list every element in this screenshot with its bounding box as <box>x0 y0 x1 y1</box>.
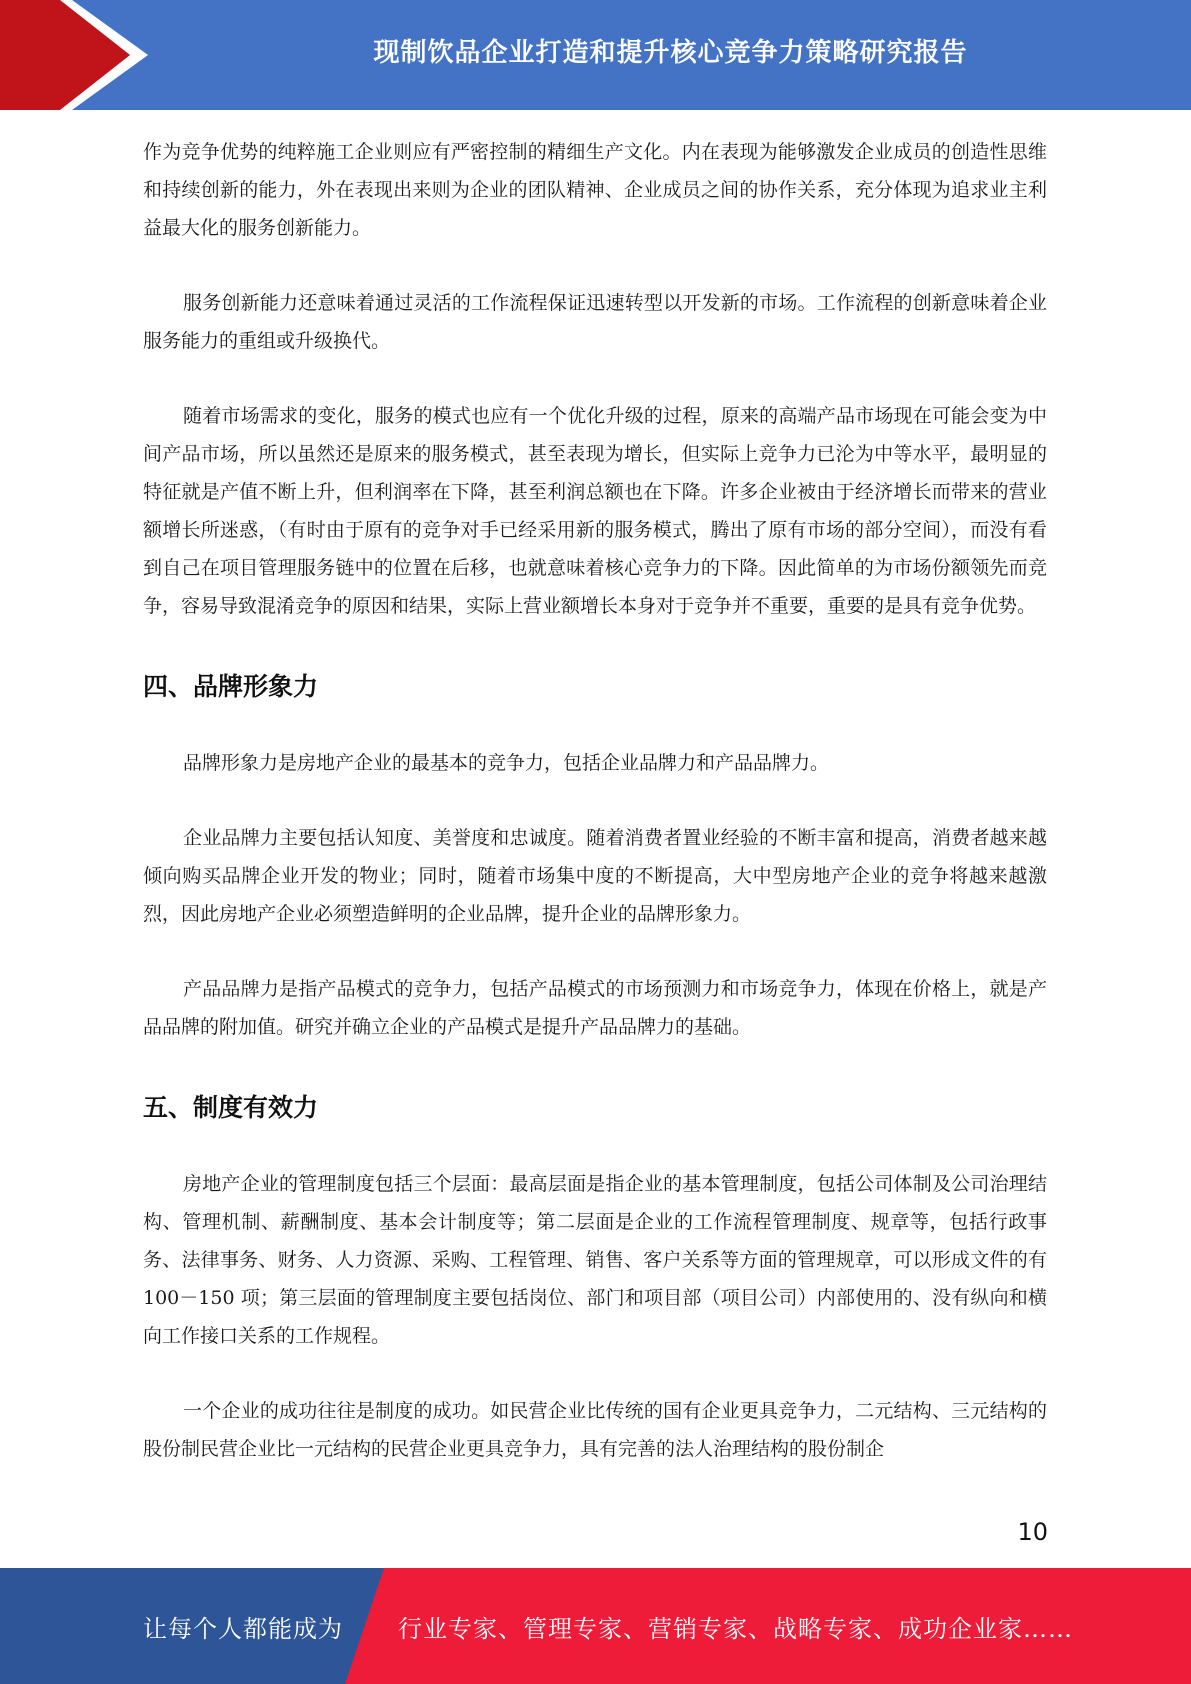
header-title: 现制饮品企业打造和提升核心竞争力策略研究报告 <box>373 37 968 68</box>
page-footer <box>0 1568 1191 1684</box>
section-heading-brand: 四、品牌形象力 <box>143 672 319 701</box>
paragraph: 一个企业的成功往往是制度的成功。如民营企业比传统的国有企业更具竞争力，二元结构、三元结构的股份制民营企业比一元结构的民营企业更具竞争力，具有完善的法人治理结构的股份制企 <box>143 1400 1047 1460</box>
page-number: 10 <box>1017 1518 1048 1546</box>
paragraph: 产品品牌力是指产品模式的竞争力，包括产品模式的市场预测力和市场竞争力，体现在价格上，就是产品品牌的附加值。研究并确立企业的产品模式是提升产品品牌力的基础。 <box>143 978 1047 1038</box>
footer-slogan-right: 行业专家、管理专家、营销专家、战略专家、成功企业家…… <box>398 1614 1073 1643</box>
document-body <box>143 133 1047 1505</box>
section-heading-system: 五、制度有效力 <box>143 1093 319 1122</box>
footer-slogan-left: 让每个人都能成为 <box>143 1614 343 1643</box>
paragraph: 品牌形象力是房地产企业的最基本的竞争力，包括企业品牌力和产品品牌力。 <box>183 752 830 774</box>
paragraph: 房地产企业的管理制度包括三个层面：最高层面是指企业的基本管理制度，包括公司体制及公司治理结构、管理机制、薪酬制度、基本会计制度等；第二层面是企业的工作流程管理制度、规章等，包括行政事务、法律事务、财务、人力资源、采购、工程管理、销售、客户关系等方面的管理规章，可以形成文件的有 100－150 项；第三层面的管理制度主要包括岗位、部门和项目部（项目公司）内部使用的、没有纵向和横向工作接口关系的工作规程。 <box>143 1173 1047 1347</box>
page-header <box>0 0 1191 110</box>
paragraph: 作为竞争优势的纯粹施工企业则应有严密控制的精细生产文化。内在表现为能够激发企业成员的创造性思维和持续创新的能力，外在表现出来则为企业的团队精神、企业成员之间的协作关系，充分体现为追求业主利益最大化的服务创新能力。 <box>143 141 1047 239</box>
paragraph: 随着市场需求的变化，服务的模式也应有一个优化升级的过程，原来的高端产品市场现在可能会变为中间产品市场，所以虽然还是原来的服务模式，甚至表现为增长，但实际上竞争力已沦为中等水平，最明显的特征就是产值不断上升，但利润率在下降，甚至利润总额也在下降。许多企业被由于经济增长而带来的营业额增长所迷惑，（有时由于原有的竞争对手已经采用新的服务模式，腾出了原有市场的部分空间），而没有看到自己在项目管理服务链中的位置在后移，也就意味着核心竞争力的下降。因此简单的为市场份额领先而竞争，容易导致混淆竞争的原因和结果，实际上营业额增长本身对于竞争并不重要，重要的是具有竞争优势。 <box>143 405 1047 617</box>
paragraph: 企业品牌力主要包括认知度、美誉度和忠诚度。随着消费者置业经验的不断丰富和提高，消费者越来越倾向购买品牌企业开发的物业；同时，随着市场集中度的不断提高，大中型房地产企业的竞争将越来越激烈，因此房地产企业必须塑造鲜明的企业品牌，提升企业的品牌形象力。 <box>143 827 1047 925</box>
paragraph: 服务创新能力还意味着通过灵活的工作流程保证迅速转型以开发新的市场。工作流程的创新意味着企业服务能力的重组或升级换代。 <box>143 292 1047 352</box>
